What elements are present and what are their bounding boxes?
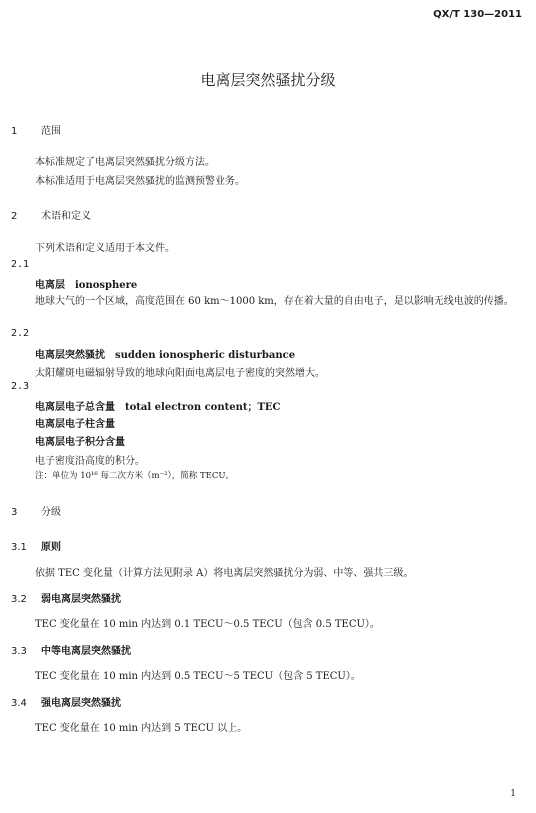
subsection-number: 3.2 bbox=[11, 594, 27, 605]
section-title: 分级 bbox=[41, 507, 61, 518]
paragraph: 本标准规定了电离层突然骚扰分级方法。 bbox=[35, 157, 215, 168]
section-1-heading bbox=[11, 122, 61, 137]
subsection-heading bbox=[11, 590, 121, 605]
section-title: 范围 bbox=[41, 126, 61, 137]
subsection-number: 3.3 bbox=[11, 646, 27, 657]
term-heading bbox=[35, 276, 137, 291]
section-2-heading bbox=[11, 207, 91, 222]
term-definition: 太阳耀斑电磁辐射导致的地球向阳面电离层电子密度的突然增大。 bbox=[35, 368, 325, 379]
subsection-title: 强电离层突然骚扰 bbox=[41, 698, 121, 709]
page-title: 电离层突然骚扰分级 bbox=[200, 71, 336, 89]
subsection-title: 中等电离层突然骚扰 bbox=[41, 646, 131, 657]
term-cn: 电离层 bbox=[35, 280, 65, 291]
term-number: 2.1 bbox=[11, 259, 30, 270]
term-alt: 电离层电子柱含量 bbox=[35, 419, 115, 430]
term-heading bbox=[35, 398, 281, 413]
subsection-number: 3.1 bbox=[11, 542, 27, 553]
term-heading bbox=[35, 346, 295, 361]
term-cn: 电离层突然骚扰 bbox=[35, 350, 105, 361]
subsection-number: 3.4 bbox=[11, 698, 27, 709]
paragraph: 本标准适用于电离层突然骚扰的监测预警业务。 bbox=[35, 176, 245, 187]
note: 注：单位为 10¹⁶ 每二次方米（m⁻²），简称 TECU。 bbox=[35, 471, 234, 481]
section-3-heading bbox=[11, 503, 61, 518]
subsection-heading bbox=[11, 642, 131, 657]
page-number: 1 bbox=[510, 789, 516, 799]
section-title: 术语和定义 bbox=[41, 211, 91, 222]
term-number: 2.2 bbox=[11, 328, 30, 339]
paragraph: 依据 TEC 变化量（计算方法见附录 A）将电离层突然骚扰分为弱、中等、强共三级。 bbox=[35, 568, 414, 579]
section-number: 1 bbox=[11, 126, 18, 137]
subsection-title: 弱电离层突然骚扰 bbox=[41, 594, 121, 605]
paragraph: TEC 变化量在 10 min 内达到 0.1 TECU～0.5 TECU（包含 0.5 TECU）。 bbox=[35, 619, 380, 630]
paragraph: TEC 变化量在 10 min 内达到 5 TECU 以上。 bbox=[35, 723, 248, 734]
term-en: ionosphere bbox=[75, 280, 138, 291]
paragraph: 下列术语和定义适用于本文件。 bbox=[35, 243, 175, 254]
term-number: 2.3 bbox=[11, 381, 30, 392]
subsection-heading bbox=[11, 538, 61, 553]
term-en: sudden ionospheric disturbance bbox=[115, 350, 296, 361]
term-definition: 地球大气的一个区域，高度范围在 60 km～1000 km，存在着大量的自由电子，是以影响无线电波的传播。 bbox=[35, 296, 514, 307]
section-number: 2 bbox=[11, 211, 18, 222]
section-number: 3 bbox=[11, 507, 18, 518]
term-definition: 电子密度沿高度的积分。 bbox=[35, 456, 145, 467]
term-cn: 电离层电子总含量 bbox=[35, 402, 115, 413]
subsection-title: 原则 bbox=[41, 542, 61, 553]
term-alt: 电离层电子积分含量 bbox=[35, 437, 125, 448]
paragraph: TEC 变化量在 10 min 内达到 0.5 TECU～5 TECU（包含 5 TECU）。 bbox=[35, 671, 361, 682]
standard-code: QX/T 130—2011 bbox=[433, 9, 522, 20]
subsection-heading bbox=[11, 694, 121, 709]
term-en: total electron content；TEC bbox=[125, 402, 281, 413]
